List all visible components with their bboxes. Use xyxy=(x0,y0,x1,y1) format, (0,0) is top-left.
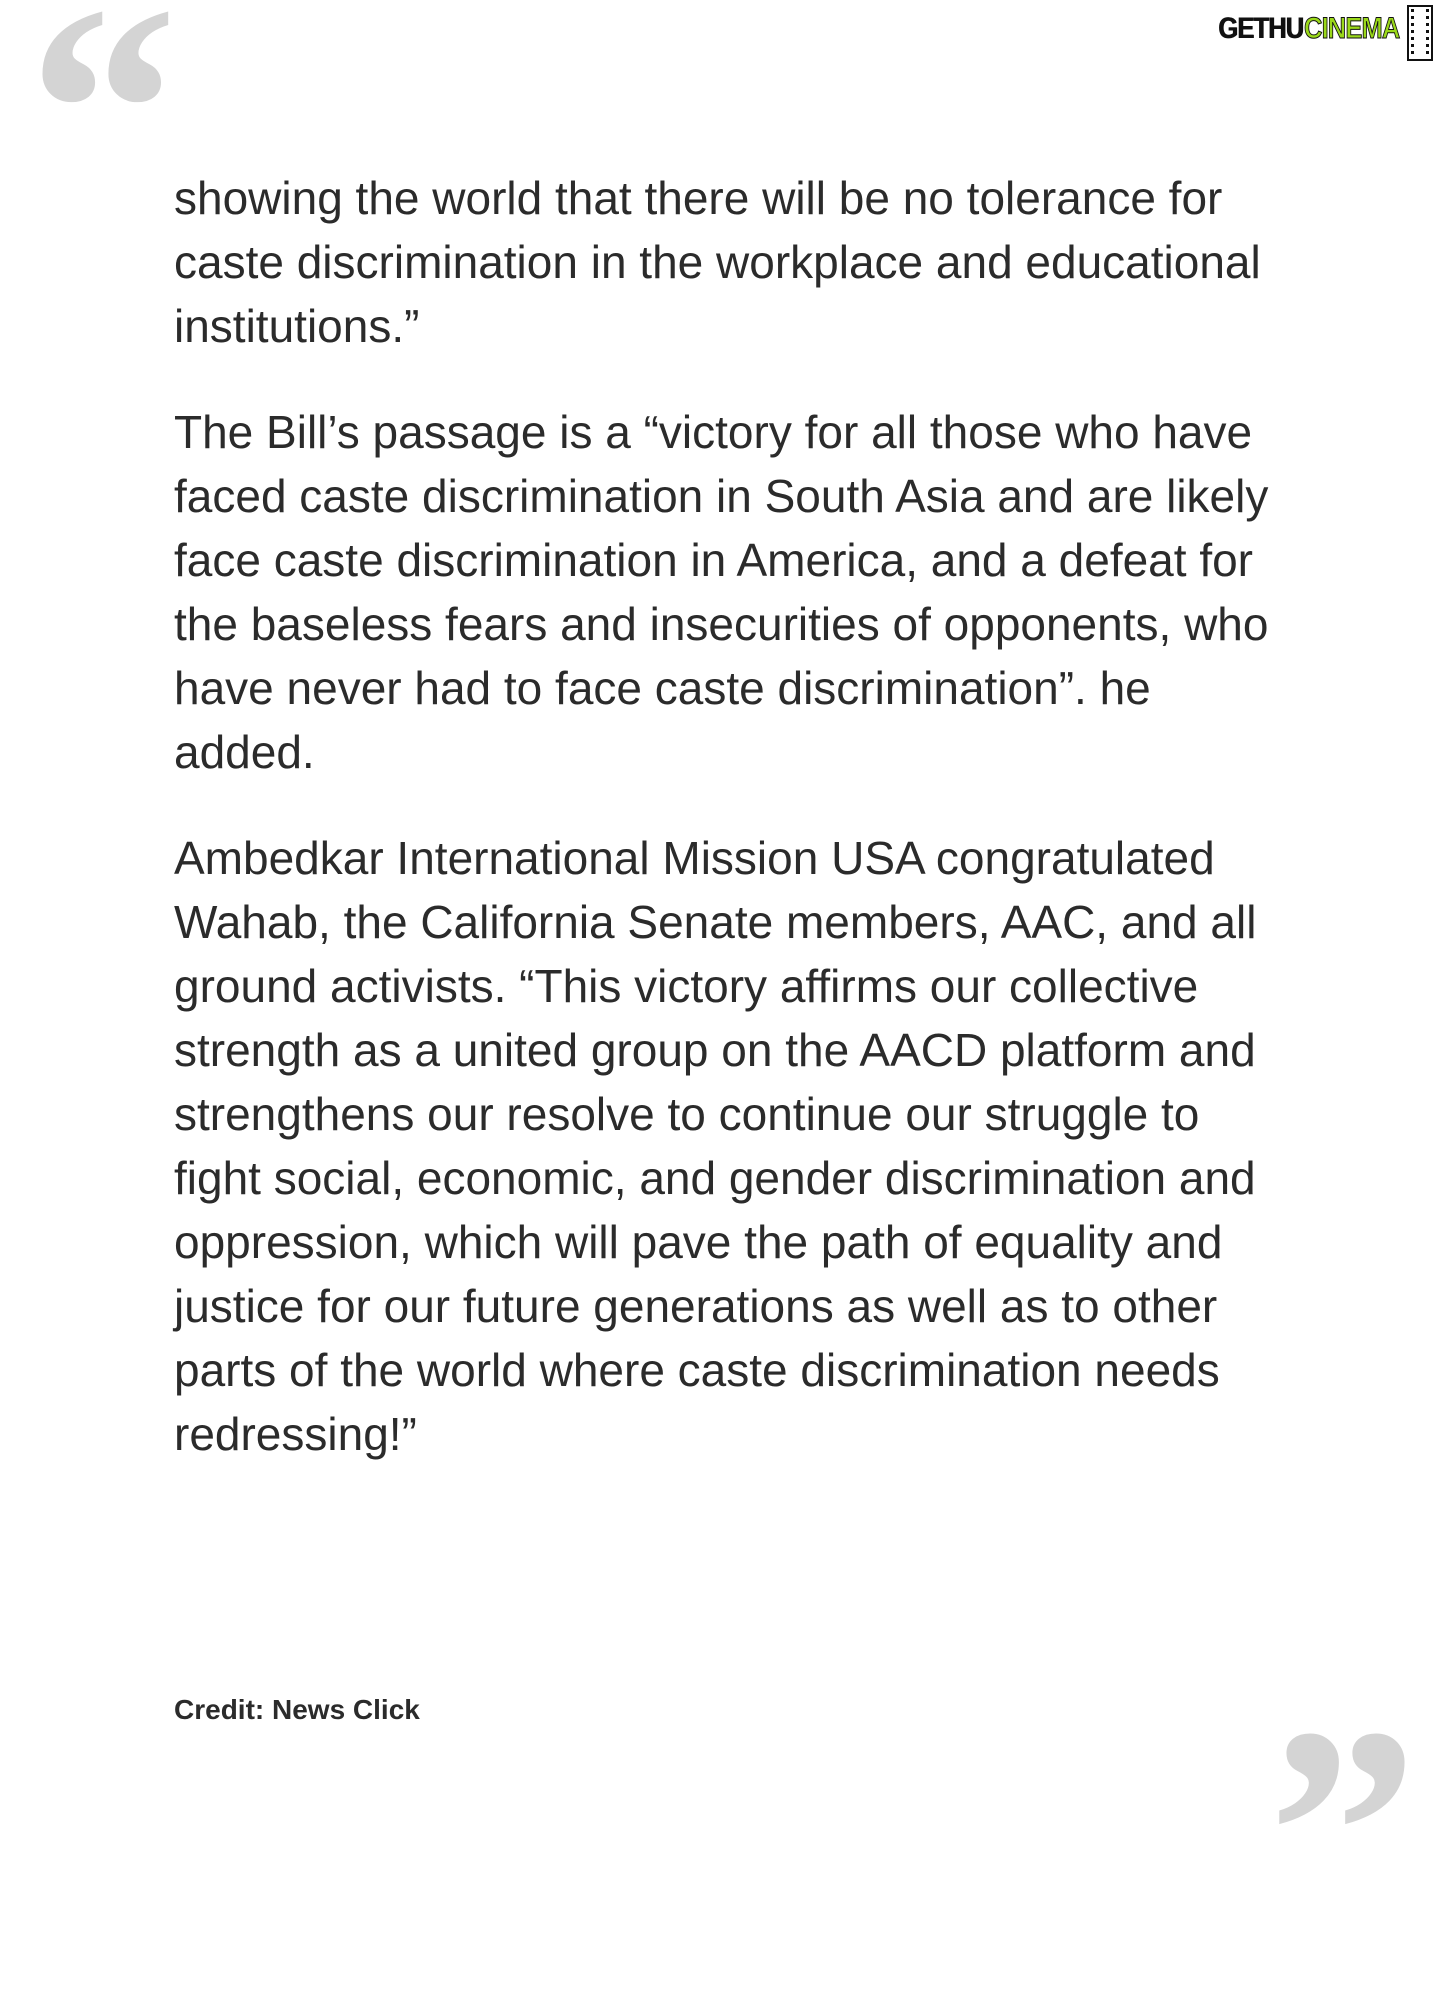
film-strip-icon xyxy=(1406,4,1434,62)
opening-quote-icon: “ xyxy=(28,0,168,276)
credit-line: Credit: News Click xyxy=(174,1694,420,1725)
gethu-cinema-logo[interactable] xyxy=(1218,6,1416,52)
article-body xyxy=(174,166,1294,1508)
closing-quote-icon: ” xyxy=(1268,1666,1408,1998)
article-paragraph: Ambedkar International Mission USA congratulated Wahab, the California Senate members, AAC, and all ground activists. “This victory affirms our collective strength as a united group on the AACD platform and strengthens our resolve to continue our struggle to fight social, economic, and gender discrimination and oppression, which will pave the path of equality and justice for our future generations as well as to other parts of the world where caste discrimination needs redressing!” xyxy=(174,832,1257,1460)
logo-text-gethu: GETHU xyxy=(1218,12,1303,45)
logo-text-cinema: CINEMA xyxy=(1304,12,1400,45)
article-paragraph: showing the world that there will be no tolerance for caste discrimination in the workplace and educational institutions.” xyxy=(174,172,1261,352)
article-paragraph: The Bill’s passage is a “victory for all those who have faced caste discrimination in South Asia and are likely face caste discrimination in America, and a defeat for the baseless fears and insecurities of opponents, who have never had to face caste discrimination”. he added. xyxy=(174,406,1269,778)
